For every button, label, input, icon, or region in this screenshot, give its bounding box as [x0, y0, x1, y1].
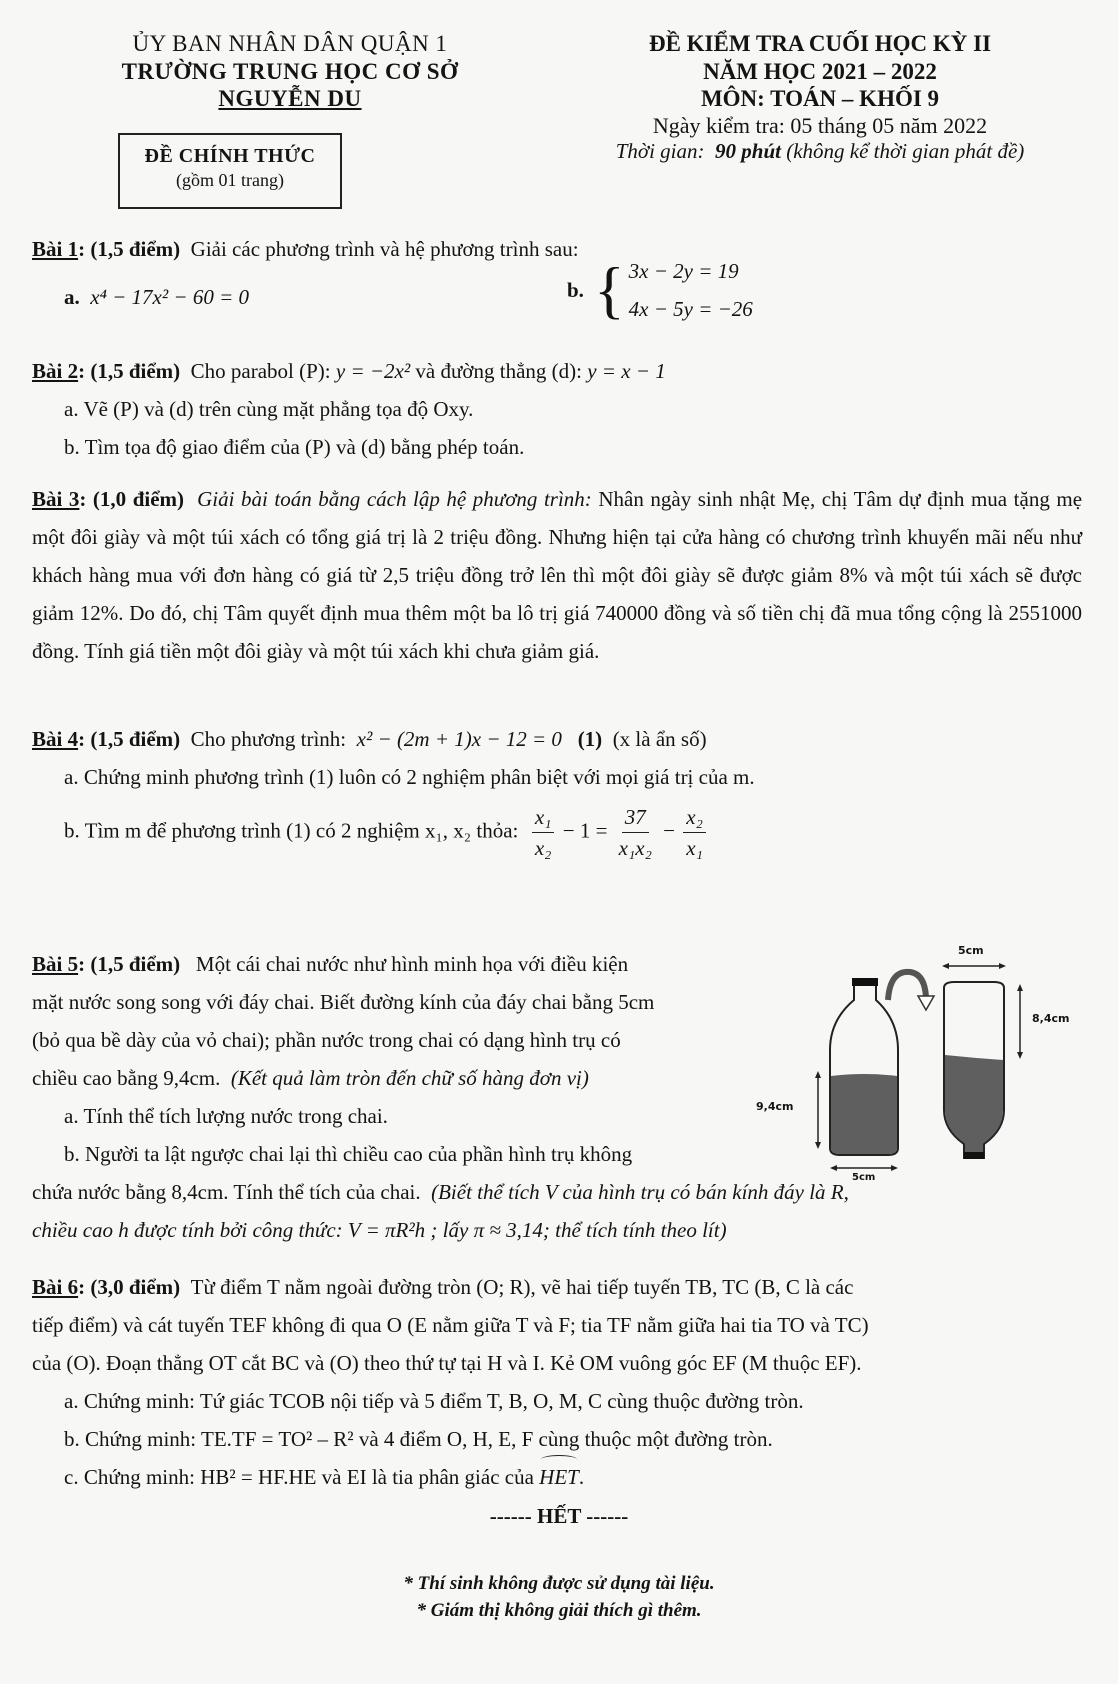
line-eq: y = x − 1 [587, 359, 666, 383]
upright-bottle [815, 978, 898, 1171]
problem-6-label: Bài 6: (3,0 điểm) [32, 1275, 181, 1299]
problem-1 [32, 230, 1092, 348]
official-exam-box [118, 133, 342, 209]
problem-3-instruction: Giải bài toán bằng cách lập hệ phương trình: [197, 487, 592, 511]
problem-2-label: Bài 2: (1,5 điểm) [32, 359, 181, 383]
formula-hint: (Biết thể tích V của hình trụ có bán kính đáy là R, [431, 1180, 849, 1204]
top-diameter-label: 5cm [958, 944, 984, 957]
problem-4a: a. Chứng minh phương trình (1) luôn có 2 nghiệm phân biệt với mọi giá trị của m. [64, 765, 755, 789]
problem-5a: a. Tính thể tích lượng nước trong chai. [64, 1104, 388, 1128]
problem-6b: b. Chứng minh: TE.TF = TO² – R² và 4 điểm O, H, E, F cùng thuộc một đường tròn. [64, 1427, 773, 1451]
end-mark: ------ HẾT ------ [489, 1504, 629, 1528]
problem-6: Bài 6: (3,0 điểm) Từ điểm T nằm ngoài đường tròn (O; R), vẽ hai tiếp tuyến TB, TC (B, C là các tiếp điểm) và cát tuyến TEF không đi qua O (E nằm giữa T và F; tia TF nằm giữa hai tia TO và TC) của (O). Đoạn thẳng OT cắt BC và (O) theo thứ tự tại H và I. Kẻ OM vuông góc EF (M thuộc EF). a. Chứng minh: Tứ giác TCOB nội tiếp và 5 điểm T, B, O, M, C cùng thuộc đường tròn. b. Chứng minh: TE.TF = TO² – R² và 4 điểm O, H, E, F cùng thuộc một đường tròn. c. Chứng minh: HB² = HF.HE và EI là tia phân giác của HET. [32, 1268, 1092, 1496]
problem-6c: c. Chứng minh: HB² = HF.HE và EI là tia phân giác của HET. [32, 1458, 1092, 1496]
water-height-label: 9,4cm [756, 1100, 794, 1113]
footer-notes [0, 1570, 1118, 1624]
problem-1a: a. x⁴ − 17x² − 60 = 0 [64, 285, 250, 309]
problem-3-text: Nhân ngày sinh nhật Mẹ, chị Tâm dự định mua tặng mẹ một đôi giày và một túi xách có tổng giá trị là 2 triệu đồng. Nhưng hiện tại cửa hàng có chương trình khuyến mãi nếu như khách hàng mua với đơn hàng có giá từ 2,5 triệu đồng trở lên thì một đôi giày sẽ được giảm 8% và một túi xách sẽ được giảm 12%. Do đó, chị Tâm quyết định mua thêm một ba lô trị giá 740000 đồng và số tiền chị đã mua tổng cộng là 2551000 đồng. Tính giá tiền một đôi giày và một túi xách khi chưa giảm giá. [32, 487, 1083, 663]
empty-height-label: 8,4cm [1032, 1012, 1070, 1025]
school-type: TRƯỜNG TRUNG HỌC CƠ SỞ [121, 58, 459, 84]
system-eq-1: 3x − 2y = 19 [628, 259, 739, 283]
quadratic-eq: x² − (2m + 1)x − 12 = 0 [356, 727, 562, 751]
district-committee: ỦY BAN NHÂN DÂN QUẬN 1 [132, 31, 448, 56]
problem-1-label: Bài 1: (1,5 điểm) [32, 237, 181, 261]
problem-5b: b. Người ta lật ngược chai lại thì chiều cao của phần hình trụ không [64, 1142, 633, 1166]
bottom-diameter-label: 5cm [852, 1172, 876, 1183]
exam-date: Ngày kiểm tra: 05 tháng 05 năm 2022 [652, 112, 988, 138]
rounding-note: (Kết quả làm tròn đến chữ số hàng đơn vị) [230, 1066, 589, 1090]
problem-4b: b. Tìm m để phương trình (1) có 2 nghiệm x₁, x₂ thỏa: $\frac{\text{x₁}}{\text{x₂}}$ − 1 = $\frac{37}{\text{x₁x₂}}$ − $\frac{\text{x₂}}{\text{x₁}}$ [32, 802, 1092, 863]
note-no-explanation: * Giám thị không giải thích gì thêm. [416, 1600, 702, 1621]
header-right [540, 30, 1100, 164]
problem-1b: b. { 3x − 2y = 19 4x − 5y = −26 [567, 252, 753, 328]
problem-1-prompt: Giải các phương trình và hệ phương trình sau: [190, 237, 579, 261]
problem-5-label: Bài 5: (1,5 điểm) [32, 952, 181, 976]
problem-4: Bài 4: (1,5 điểm) Cho phương trình: x² − (2m + 1)x − 12 = 0 (1) (x là ẩn số) a. Chứng minh phương trình (1) luôn có 2 nghiệm phân biệt với mọi giá trị của m. b. Tìm m để phương trình (1) có 2 nghiệm x₁, x₂ thỏa: $\frac{\text{x₁}}{\text{x₂}}$ − 1 = $\frac{37}{\text{x₁x₂}}$ − $\frac{\text{x₂}}{\text{x₁}}$ [32, 720, 1092, 863]
problem-3-label: Bài 3: (1,0 điểm) [32, 487, 185, 511]
subject: MÔN: TOÁN – KHỐI 9 [700, 86, 940, 112]
problem-6a: a. Chứng minh: Tứ giác TCOB nội tiếp và 5 điểm T, B, O, M, C cùng thuộc đường tròn. [64, 1389, 804, 1413]
bottle-figure [756, 930, 1110, 1183]
system-eq-2: 4x − 5y = −26 [628, 297, 753, 321]
problem-5: Bài 5: (1,5 điểm) Một cái chai nước như hình minh họa với điều kiện mặt nước song song với đáy chai. Biết đường kính của đáy chai bằng 5cm (bỏ qua bề dày của vỏ chai); phần nước trong chai có dạng hình trụ có chiều cao bằng 9,4cm. (Kết quả làm tròn đến chữ số hàng đơn vị) a. Tính thể tích lượng nước trong chai. b. Người ta lật ngược chai lại thì chiều cao của phần hình trụ không chứa nước bằng 8,4cm. Tính thể tích của chai. (Biết thể tích V của hình trụ có bán kính đáy là R, chiều cao h được tính bởi công thức: V = πR²h ; lấy π ≈ 3,14; thể tích tính theo lít) [32, 945, 1092, 1249]
page-count: (gồm 01 trang) [176, 170, 284, 190]
note-no-materials: * Thí sinh không được sử dụng tài liệu. [403, 1573, 715, 1594]
header-left [30, 30, 550, 113]
official-title: ĐỀ CHÍNH THỨC [144, 145, 316, 167]
school-year: NĂM HỌC 2021 – 2022 [703, 58, 937, 84]
school-name: NGUYỄN DU [218, 86, 362, 112]
exam-title: ĐỀ KIỂM TRA CUỐI HỌC KỲ II [648, 31, 992, 56]
problem-2b: b. Tìm tọa độ giao điểm của (P) và (d) bằng phép toán. [64, 435, 525, 459]
problem-2a: a. Vẽ (P) và (d) trên cùng mặt phẳng tọa độ Oxy. [64, 397, 474, 421]
inverted-bottle [942, 963, 1023, 1159]
angle-het: HET [539, 1458, 579, 1496]
brace-icon: { [593, 254, 625, 325]
exam-time: Thời gian: 90 phút (không kể thời gian phát đề) [615, 139, 1025, 164]
parabola-eq: y = −2x² [335, 359, 411, 383]
problem-4-label: Bài 4: (1,5 điểm) [32, 727, 181, 751]
formula-hint-2: chiều cao h được tính bởi công thức: V = πR²h ; lấy π ≈ 3,14; thể tích tính theo lít) [32, 1218, 727, 1242]
problem-3 [32, 480, 1082, 670]
problem-2: Bài 2: (1,5 điểm) Cho parabol (P): y = −2x² và đường thẳng (d): y = x − 1 a. Vẽ (P) và (d) trên cùng mặt phẳng tọa độ Oxy. b. Tìm tọa độ giao điểm của (P) và (d) bằng phép toán. [32, 352, 1092, 466]
